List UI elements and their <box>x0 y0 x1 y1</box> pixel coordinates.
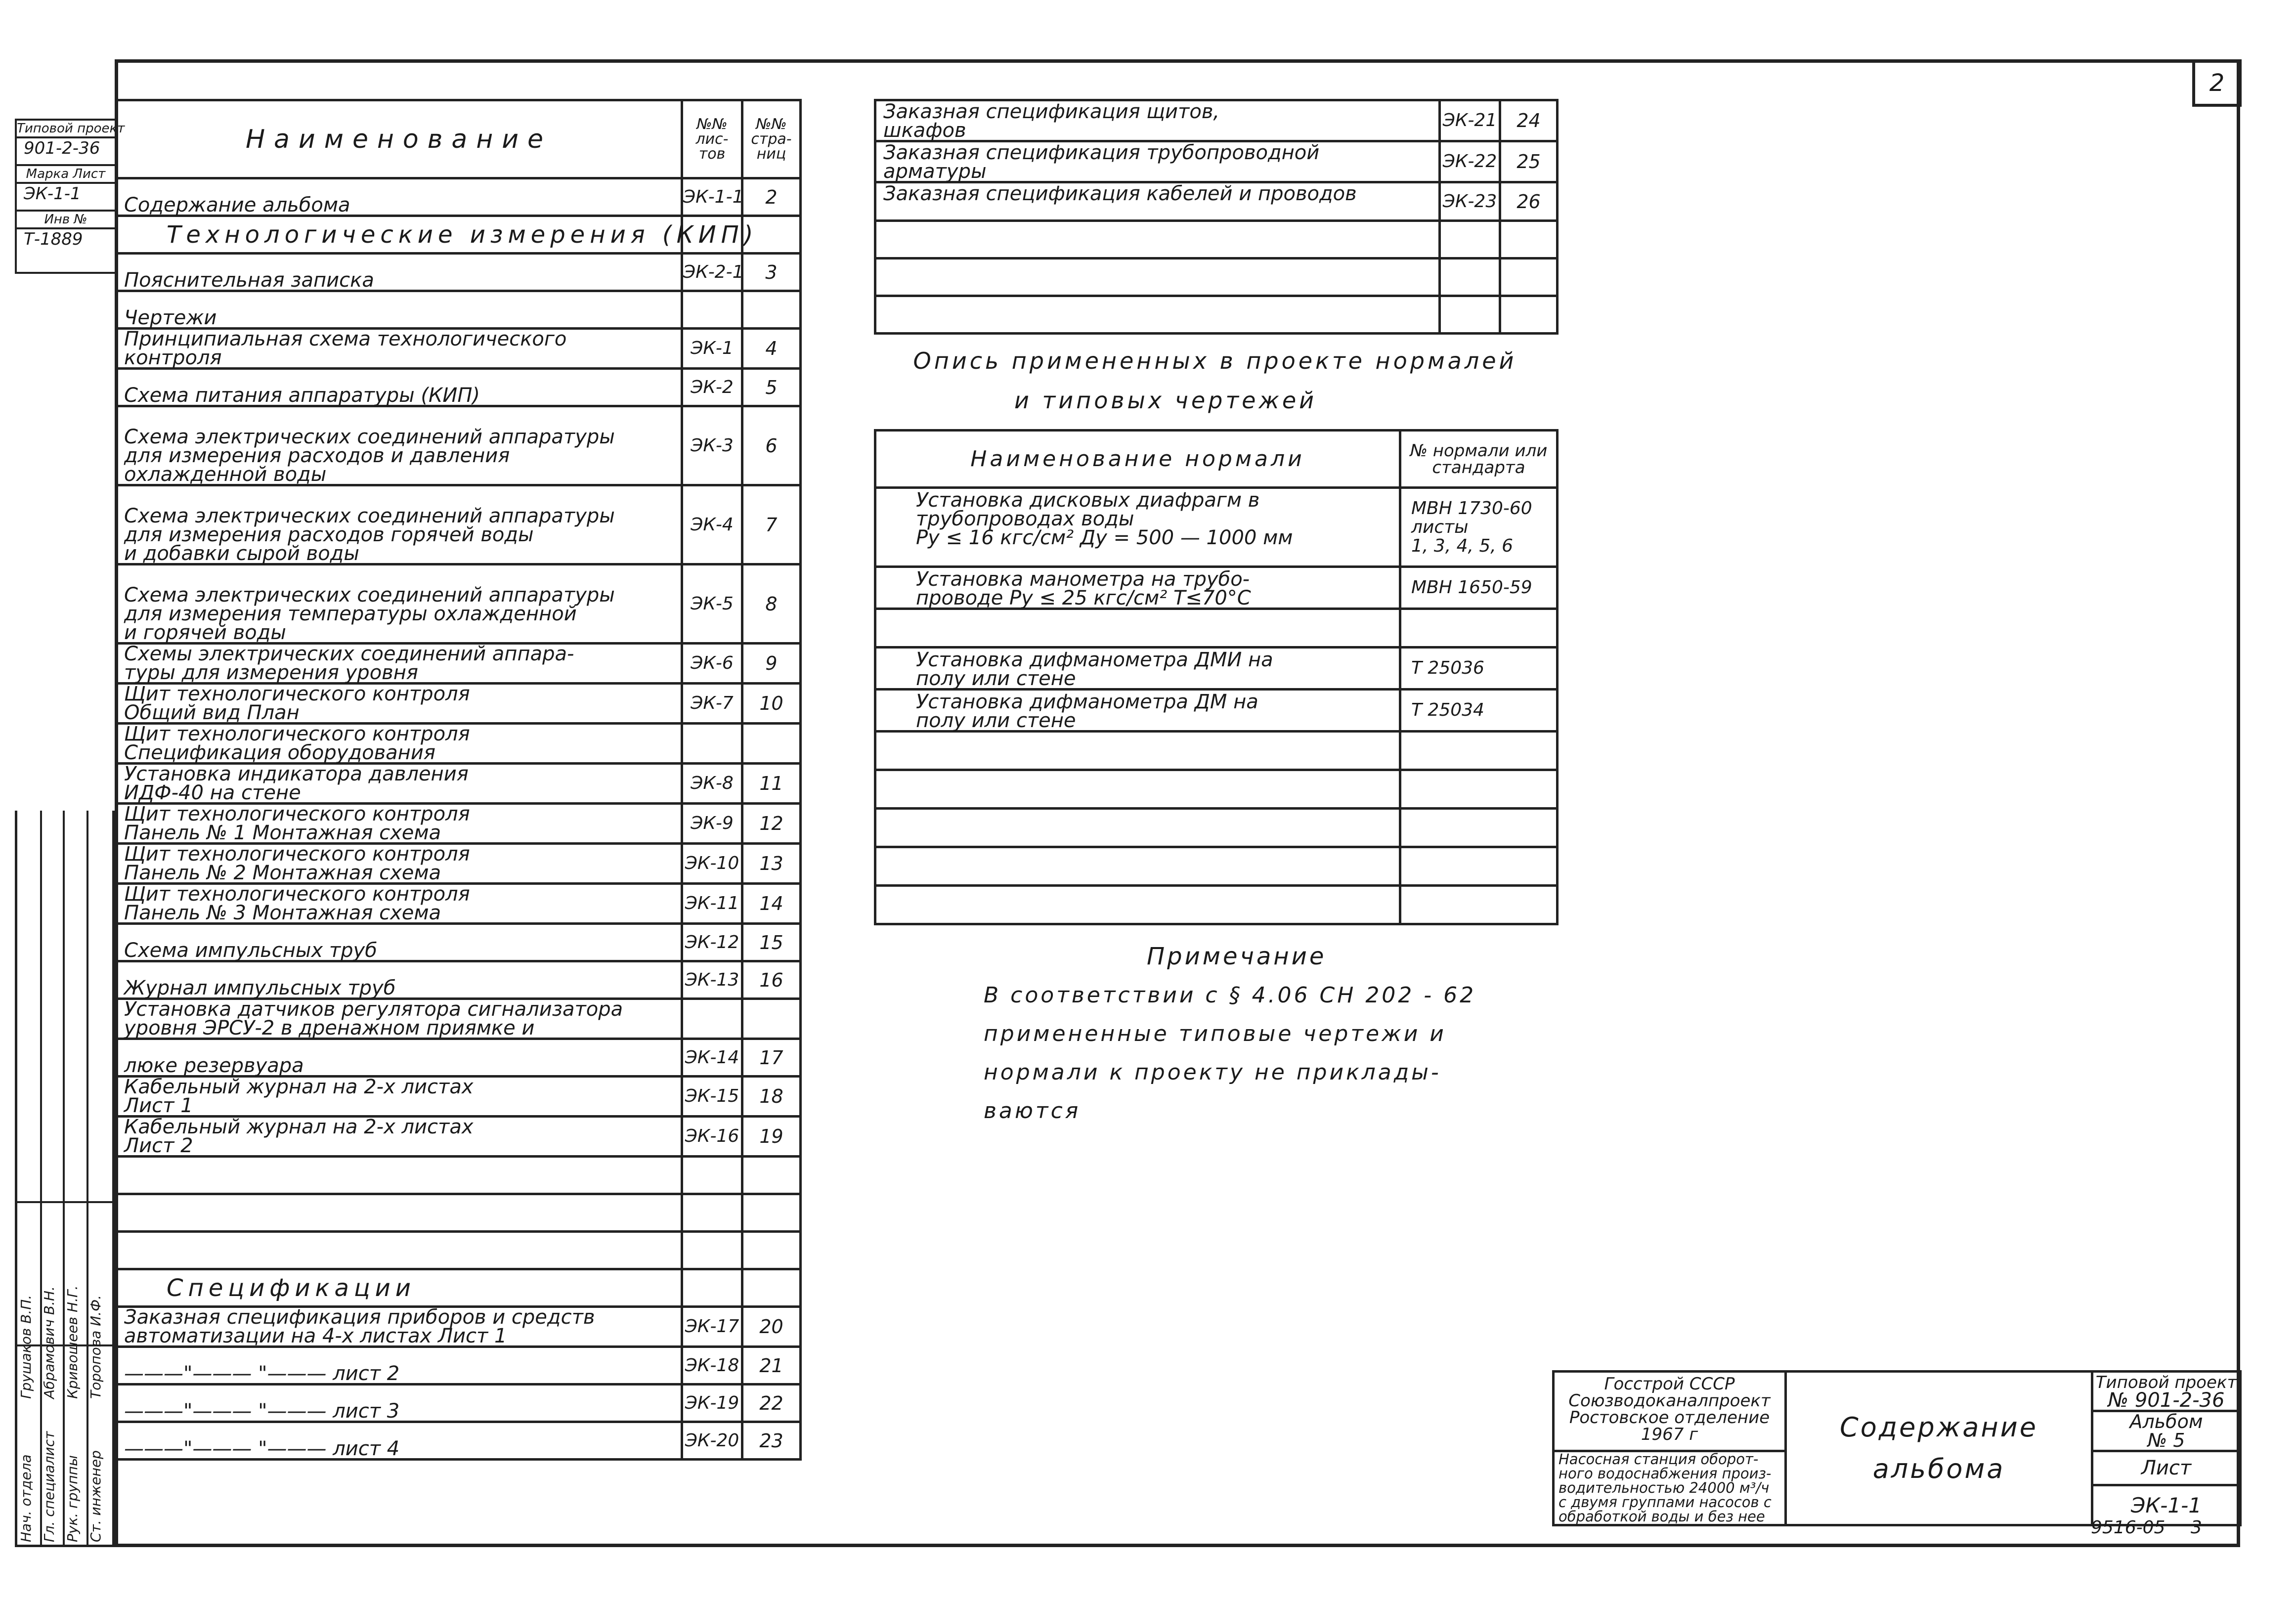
norm-name-line: Установка дисковых диафрагм в <box>916 489 1260 512</box>
header-sheets: №№ лис-тов <box>682 100 742 178</box>
table-row <box>116 1422 801 1460</box>
row-name-line: Спецификация оборудования <box>124 741 435 764</box>
row-name-line: для измерения расходов горячей воды <box>124 523 534 546</box>
norm-name <box>875 488 1400 567</box>
row-page: 9 <box>742 644 801 684</box>
norms-header-name: Наименование нормали <box>875 431 1400 488</box>
row-sheet: ЭК-9 <box>682 804 742 844</box>
norm-code-line: листы <box>1411 517 1469 537</box>
table-row <box>875 259 1558 296</box>
norm-name <box>875 809 1400 847</box>
row-name-line: арматуры <box>883 160 987 183</box>
table-row <box>116 369 801 406</box>
norms-title <box>874 341 1556 420</box>
row-sheet: ЭК-21 <box>1440 100 1500 141</box>
left-strip-label: Марка Лист <box>16 165 116 183</box>
stamp-org <box>1554 1372 1786 1451</box>
table-row <box>116 1157 801 1194</box>
row-name-line: Схема импульсных труб <box>124 939 377 962</box>
table-row <box>875 809 1558 847</box>
table-row <box>875 567 1558 609</box>
row-sheet <box>682 291 742 329</box>
row-name-line: Щит технологического контроля <box>124 683 470 705</box>
row-name-line: ИДФ-40 на стене <box>124 781 301 804</box>
table-row <box>116 924 801 961</box>
row-name-line: Схема электрических соединений аппаратуры <box>124 584 615 606</box>
row-name-line: автоматизации на 4-х листах Лист 1 <box>124 1325 507 1347</box>
row-page: 17 <box>742 1039 801 1077</box>
row-name-line: и добавки сырой воды <box>124 542 359 565</box>
table-row <box>116 291 801 329</box>
note-title: Примечание <box>1147 943 1327 970</box>
row-name-line: уровня ЭРСУ-2 в дренажном приямке и <box>124 1017 535 1039</box>
note-line: В соответствии с § 4.06 СН 202 - 62 <box>984 983 1476 1008</box>
row-name-line: ———"——— "——— лист 3 <box>124 1400 400 1423</box>
table-row <box>875 732 1558 770</box>
left-strip-value: ЭК-1-1 <box>16 183 116 211</box>
title-block <box>1552 1370 2242 1526</box>
row-name <box>116 216 758 254</box>
stamp-org-line: Госстрой СССР <box>1604 1374 1735 1394</box>
footer-page-text: 3 <box>2190 1517 2202 1538</box>
row-name-line: ———"——— "——— лист 2 <box>124 1362 400 1385</box>
row-page <box>1500 259 1558 296</box>
table-row <box>116 1039 801 1077</box>
footer-code <box>2091 1517 2202 1538</box>
row-name <box>116 1307 682 1347</box>
stamp-project <box>2092 1372 2241 1411</box>
row-name-line: для измерения температуры охлажденной <box>124 603 577 625</box>
norms-title-line-2: и типовых чертежей <box>1014 387 1317 414</box>
table-row <box>116 178 801 216</box>
row-page: 8 <box>742 564 801 644</box>
stamp-desc-line: с двумя группами насосов с <box>1559 1494 1772 1511</box>
norm-code <box>1400 770 1558 809</box>
norm-name-line: трубопроводах воды <box>916 508 1134 530</box>
signature-name: Кривошеев Н.Г. <box>64 1285 81 1399</box>
norm-code-line: 1, 3, 4, 5, 6 <box>1411 535 1514 556</box>
row-name <box>116 961 682 999</box>
norm-name <box>875 567 1400 609</box>
row-name <box>875 221 1440 259</box>
table-row <box>875 182 1558 221</box>
table-row <box>116 1117 801 1157</box>
row-page: 13 <box>742 844 801 884</box>
norm-name <box>875 770 1400 809</box>
row-page: 22 <box>742 1385 801 1422</box>
norms-table <box>874 429 1559 925</box>
row-page <box>742 1232 801 1269</box>
norm-name <box>875 690 1400 732</box>
norm-code-line: МВН 1730-60 <box>1411 498 1532 519</box>
row-sheet: ЭК-8 <box>682 764 742 804</box>
norms-header-code: № нормали или стандарта <box>1400 431 1558 488</box>
row-name <box>116 329 682 369</box>
section-row <box>116 216 801 254</box>
table-row <box>116 1307 801 1347</box>
row-page: 15 <box>742 924 801 961</box>
row-page <box>1500 296 1558 334</box>
footer-code-text: 9516-05 <box>2091 1517 2166 1538</box>
sheet-number-box <box>2192 59 2242 107</box>
row-sheet <box>1440 259 1500 296</box>
section-row <box>116 1269 801 1307</box>
row-name-line: Чертежи <box>124 306 217 329</box>
row-sheet <box>682 1157 742 1194</box>
row-name-line: Технологические измерения (КИП) <box>167 220 758 249</box>
header-name: Наименование <box>116 100 682 178</box>
row-name <box>116 999 682 1039</box>
stamp-org-line: Союзводоканалпроект <box>1568 1391 1771 1411</box>
table-row <box>875 690 1558 732</box>
norm-name-line: Ру ≤ 16 кгс/см² Ду = 500 — 1000 мм <box>916 526 1293 549</box>
norm-name-line: Установка дифманометра ДМИ на <box>916 649 1273 671</box>
row-page <box>742 724 801 764</box>
row-name-line: для измерения расходов и давления <box>124 444 510 467</box>
row-page <box>742 1269 801 1307</box>
row-name-line: Щит технологического контроля <box>124 883 470 906</box>
row-sheet: ЭК-2-1 <box>682 254 742 291</box>
row-sheet <box>682 1232 742 1269</box>
row-page: 4 <box>742 329 801 369</box>
table-row <box>875 488 1558 567</box>
continuation-table <box>874 99 1559 335</box>
row-sheet: ЭК-18 <box>682 1347 742 1385</box>
table-row <box>875 886 1558 924</box>
row-name <box>116 884 682 924</box>
table-row <box>116 1194 801 1232</box>
table-row <box>116 724 801 764</box>
row-name <box>116 1157 682 1194</box>
row-sheet: ЭК-14 <box>682 1039 742 1077</box>
row-page: 12 <box>742 804 801 844</box>
row-sheet: ЭК-15 <box>682 1077 742 1117</box>
row-page: 14 <box>742 884 801 924</box>
signature-role: Ст. инженер <box>87 1450 104 1542</box>
row-sheet: ЭК-17 <box>682 1307 742 1347</box>
left-strip-value: Т-1889 <box>16 228 116 273</box>
row-name-line: охлажденной воды <box>124 463 327 486</box>
stamp-org-line: Ростовское отделение <box>1569 1408 1770 1428</box>
row-name-line: Пояснительная записка <box>124 269 374 292</box>
table-row <box>116 564 801 644</box>
norm-code-line: МВН 1650-59 <box>1411 577 1532 598</box>
row-page <box>742 1157 801 1194</box>
row-page <box>1500 221 1558 259</box>
table-row <box>116 1385 801 1422</box>
norm-code <box>1400 886 1558 924</box>
row-page: 25 <box>1500 141 1558 182</box>
row-name-line: Содержание альбома <box>124 194 350 216</box>
row-name-line: Панель № 3 Монтажная схема <box>124 902 441 924</box>
row-name <box>116 644 682 684</box>
row-page: 11 <box>742 764 801 804</box>
row-sheet: ЭК-6 <box>682 644 742 684</box>
norm-code-line: Т 25036 <box>1411 658 1484 678</box>
row-name-line: контроля <box>124 346 222 369</box>
stamp-project-value: № 901-2-36 <box>2108 1388 2225 1412</box>
row-sheet <box>682 1194 742 1232</box>
row-sheet: ЭК-7 <box>682 684 742 724</box>
norm-name <box>875 648 1400 690</box>
table-row <box>116 329 801 369</box>
stamp-project-desc <box>1554 1451 1786 1525</box>
row-page: 10 <box>742 684 801 724</box>
table-row <box>116 999 801 1039</box>
norm-code <box>1400 690 1558 732</box>
row-sheet: ЭК-10 <box>682 844 742 884</box>
row-name <box>116 564 682 644</box>
row-page: 16 <box>742 961 801 999</box>
row-name <box>116 924 682 961</box>
contents-table <box>115 99 802 1461</box>
signature-role: Гл. специалист <box>41 1431 57 1542</box>
row-name <box>116 1194 682 1232</box>
table-row <box>116 1347 801 1385</box>
row-name <box>116 684 682 724</box>
stamp-desc-line: водительностью 24000 м³/ч <box>1559 1479 1770 1496</box>
stamp-sheet-value: ЭК-1-1 <box>2092 1485 2241 1525</box>
table-row <box>116 884 801 924</box>
row-name <box>116 1039 682 1077</box>
row-name-line: Общий вид План <box>124 701 300 724</box>
table-row <box>116 684 801 724</box>
row-name-line: Кабельный журнал на 2-х листах <box>124 1076 474 1098</box>
row-page: 18 <box>742 1077 801 1117</box>
norm-code <box>1400 609 1558 648</box>
row-page: 5 <box>742 369 801 406</box>
norm-code <box>1400 732 1558 770</box>
row-name-line: люке резервуара <box>124 1054 304 1077</box>
norm-name-line: проводе Ру ≤ 25 кгс/см² Т≤70°С <box>916 587 1251 609</box>
norm-name-line: полу или стене <box>916 667 1076 690</box>
stamp-album <box>2092 1411 2241 1451</box>
stamp-desc-line: обработкой воды и без нее <box>1559 1508 1765 1525</box>
norm-code <box>1400 847 1558 886</box>
row-sheet: ЭК-1-1 <box>682 178 742 216</box>
norm-code <box>1400 488 1558 567</box>
table-row <box>116 406 801 485</box>
row-sheet: ЭК-11 <box>682 884 742 924</box>
row-name-line: Кабельный журнал на 2-х листах <box>124 1116 474 1138</box>
row-name-line: Журнал импульсных труб <box>124 977 396 999</box>
row-name-line: Схема питания аппаратуры (КИП) <box>124 384 480 407</box>
row-sheet: ЭК-5 <box>682 564 742 644</box>
norm-name <box>875 609 1400 648</box>
row-name-line: Установка индикатора давления <box>124 763 469 785</box>
norm-code <box>1400 809 1558 847</box>
row-sheet: ЭК-12 <box>682 924 742 961</box>
row-sheet <box>682 999 742 1039</box>
left-strip-label: Инв № <box>16 211 116 228</box>
row-name-line: Лист 1 <box>124 1094 193 1117</box>
row-name <box>116 724 682 764</box>
row-name <box>116 844 682 884</box>
signature-name: Торопова И.Ф. <box>87 1295 104 1399</box>
row-name-line: Принципиальная схема технологического <box>124 328 567 350</box>
table-row <box>875 648 1558 690</box>
row-page: 26 <box>1500 182 1558 221</box>
stamp-title-line: Содержание <box>1840 1412 2038 1443</box>
row-name <box>116 369 682 406</box>
table-row <box>116 644 801 684</box>
signature-name: Грушаков В.П. <box>18 1295 34 1399</box>
sheet-number: 2 <box>2209 69 2225 97</box>
row-page: 20 <box>742 1307 801 1347</box>
row-name-line: Заказная спецификация кабелей и проводов <box>883 182 1357 205</box>
row-name-line: Заказная спецификация приборов и средств <box>124 1306 595 1329</box>
row-name <box>116 1347 682 1385</box>
note-line: примененные типовые чертежи и <box>984 1021 1446 1046</box>
norm-code <box>1400 648 1558 690</box>
row-name-line: ———"——— "——— лист 4 <box>124 1437 400 1460</box>
norm-name <box>875 732 1400 770</box>
row-name <box>116 1077 682 1117</box>
norm-name-line: полу или стене <box>916 709 1076 732</box>
signature-role: Нач. отдела <box>18 1454 34 1542</box>
table-row <box>116 844 801 884</box>
row-sheet: ЭК-3 <box>682 406 742 485</box>
row-name <box>116 1422 682 1460</box>
row-name <box>875 259 1440 296</box>
row-sheet <box>1440 221 1500 259</box>
norm-name-line: Установка манометра на трубо- <box>916 568 1250 591</box>
row-name <box>116 406 682 485</box>
row-name <box>116 1269 682 1307</box>
row-sheet: ЭК-19 <box>682 1385 742 1422</box>
row-sheet: ЭК-16 <box>682 1117 742 1157</box>
row-name-line: Щит технологического контроля <box>124 723 470 745</box>
norm-code-line: Т 25034 <box>1411 700 1484 720</box>
row-sheet <box>682 724 742 764</box>
table-row <box>875 609 1558 648</box>
row-page: 2 <box>742 178 801 216</box>
row-page: 19 <box>742 1117 801 1157</box>
row-name-line: Лист 2 <box>124 1134 193 1157</box>
stamp-desc-line: Насосная станция оборот- <box>1559 1451 1759 1468</box>
table-row <box>116 961 801 999</box>
row-page: 6 <box>742 406 801 485</box>
table-row <box>116 804 801 844</box>
row-page <box>742 999 801 1039</box>
table-row <box>875 847 1558 886</box>
row-sheet: ЭК-20 <box>682 1422 742 1460</box>
row-sheet: ЭК-23 <box>1440 182 1500 221</box>
signature-name: Абрамович В.Н. <box>41 1286 57 1399</box>
note <box>984 937 1527 1130</box>
row-name <box>116 485 682 564</box>
signature-role: Рук. группы <box>64 1455 81 1542</box>
row-name-line: и горячей воды <box>124 621 286 644</box>
row-name <box>116 1117 682 1157</box>
row-name-line: туры для измерения уровня <box>124 661 418 684</box>
table-row <box>875 100 1558 141</box>
norm-code <box>1400 567 1558 609</box>
row-page: 23 <box>742 1422 801 1460</box>
row-page: 24 <box>1500 100 1558 141</box>
row-page: 7 <box>742 485 801 564</box>
norm-name-line: Установка дифманометра ДМ на <box>916 691 1258 713</box>
stamp-album-label: Альбом <box>2129 1411 2203 1432</box>
table-row <box>875 141 1558 182</box>
row-name-line: Панель № 2 Монтажная схема <box>124 862 441 884</box>
norm-name <box>875 847 1400 886</box>
row-name <box>116 1385 682 1422</box>
table-row <box>116 1232 801 1269</box>
row-page <box>742 291 801 329</box>
table-row <box>875 770 1558 809</box>
norm-name <box>875 886 1400 924</box>
stamp-title-line: альбома <box>1872 1453 2005 1484</box>
stamp-album-value: № 5 <box>2147 1429 2185 1451</box>
left-strip <box>15 119 125 274</box>
row-sheet: ЭК-4 <box>682 485 742 564</box>
row-name <box>116 764 682 804</box>
stamp-desc-line: ного водоснабжения произ- <box>1559 1465 1772 1482</box>
row-name-line: Панель № 1 Монтажная схема <box>124 822 441 844</box>
row-name-line: Заказная спецификация щитов, <box>883 100 1220 123</box>
row-name-line: Схема электрических соединений аппаратуры <box>124 505 615 527</box>
row-name-line: шкафов <box>883 119 966 142</box>
row-name-line: Заказная спецификация трубопроводной <box>883 141 1320 164</box>
table-row <box>875 221 1558 259</box>
table-row <box>116 764 801 804</box>
row-name-line: Спецификации <box>167 1274 416 1302</box>
table-row <box>875 296 1558 334</box>
row-name-line: Схема электрических соединений аппаратуры <box>124 426 615 448</box>
row-name <box>116 804 682 844</box>
row-name <box>116 291 682 329</box>
row-sheet: ЭК-13 <box>682 961 742 999</box>
row-sheet: ЭК-1 <box>682 329 742 369</box>
stamp-project-label: Типовой проект <box>2095 1372 2237 1392</box>
left-strip-label: Типовой проект <box>16 120 116 137</box>
table-row <box>116 254 801 291</box>
left-strip-value: 901-2-36 <box>16 137 116 165</box>
row-name <box>116 1232 682 1269</box>
row-page: 3 <box>742 254 801 291</box>
row-name-line: Схемы электрических соединений аппара- <box>124 643 574 665</box>
row-sheet: ЭК-2 <box>682 369 742 406</box>
stamp-title <box>1786 1372 2092 1525</box>
row-page: 21 <box>742 1347 801 1385</box>
row-page <box>742 1194 801 1232</box>
row-sheet: ЭК-22 <box>1440 141 1500 182</box>
row-name <box>875 182 1440 221</box>
row-name <box>116 178 682 216</box>
table-row <box>116 1077 801 1117</box>
header-pages: №№ стра-ниц <box>742 100 801 178</box>
row-name-line: Установка датчиков регулятора сигнализатора <box>124 998 623 1021</box>
row-sheet <box>1440 296 1500 334</box>
row-name <box>875 296 1440 334</box>
table-row <box>116 485 801 564</box>
row-name <box>875 100 1440 141</box>
row-name <box>116 254 682 291</box>
note-line: нормали к проекту не приклады- <box>984 1060 1441 1085</box>
stamp-org-line: 1967 г <box>1641 1425 1698 1444</box>
row-sheet <box>682 1269 742 1307</box>
norms-title-line-1: Опись примененных в проекте нормалей <box>913 347 1517 374</box>
row-name-line: Щит технологического контроля <box>124 803 470 825</box>
row-name <box>875 141 1440 182</box>
stamp-sheet-label: Лист <box>2092 1451 2241 1485</box>
note-line: ваются <box>984 1098 1081 1124</box>
row-name-line: Щит технологического контроля <box>124 843 470 865</box>
